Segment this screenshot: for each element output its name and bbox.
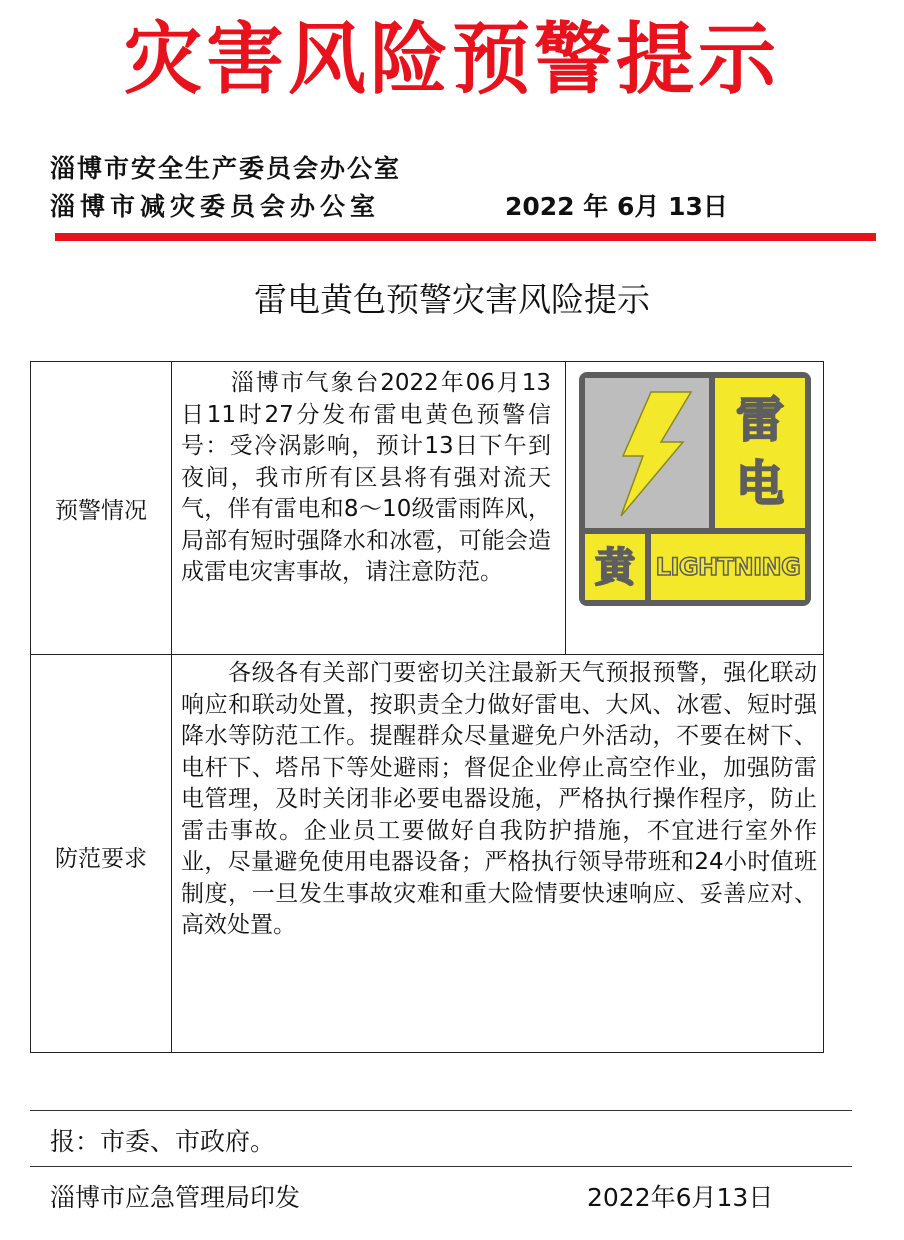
row-label-prevention: 防范要求 — [55, 846, 147, 872]
issue-date: 2022 年 6月 13日 — [505, 192, 728, 221]
warning-subtitle: 雷电黄色预警灾害风险提示 — [254, 280, 650, 319]
printed-by: 淄博市应急管理局印发 — [50, 1183, 301, 1212]
document-title: 灾害风险预警提示 — [123, 15, 780, 105]
printed-date: 2022年6月13日 — [587, 1183, 774, 1212]
footer-divider — [30, 1110, 852, 1111]
signal-level-char: 黄 — [595, 545, 635, 591]
signal-char-thunder: 雷 — [735, 392, 784, 448]
lightning-yellow-signal — [579, 372, 811, 606]
table-divider — [171, 362, 172, 1052]
footer-divider — [30, 1166, 852, 1167]
red-divider — [55, 233, 876, 241]
warning-situation-text: 淄博市气象台2022年06月13日11时27分发布雷电黄色预警信号：受冷涡影响，预计13日下午到夜间，我市所有区县将有强对流天气，伴有雷电和8～10级雷雨阵风，局部有短时强降水和冰雹，可能会造成雷电灾害事故，请注意防范。 — [181, 370, 551, 585]
table-divider — [31, 654, 823, 655]
row-label-warning-situation: 预警情况 — [55, 498, 147, 524]
signal-english-label: LIGHTNING — [655, 553, 801, 581]
signal-icon-panel — [585, 378, 709, 528]
issuer-disaster-office: 淄博市减灾委员会办公室 — [50, 192, 381, 221]
lightning-bolt-icon — [603, 390, 693, 518]
signal-char-electric: 电 — [735, 456, 784, 512]
warning-table — [30, 361, 824, 1053]
prevention-requirements-text: 各级各有关部门要密切关注最新天气预报预警，强化联动响应和联动处置，按职责全力做好雷电、大风、冰雹、短时强降水等防范工作。提醒群众尽量避免户外活动，不要在树下、电杆下、塔吊下等处避雨；督促企业停止高空作业，加强防雷电管理，及时关闭非必要电器设施，严格执行操作程序，防止雷击事故。企业员工要做好自我防护措施，不宜进行室外作业，尽量避免使用电器设备；严格执行领导带班和24小时值班制度，一旦发生事故灾难和重大险情要快速响应、妥善应对、高效处置。 — [181, 660, 817, 938]
report-to: 报：市委、市政府。 — [50, 1127, 276, 1156]
issuer-safety-office: 淄博市安全生产委员会办公室 — [50, 154, 402, 183]
table-divider — [565, 362, 566, 654]
